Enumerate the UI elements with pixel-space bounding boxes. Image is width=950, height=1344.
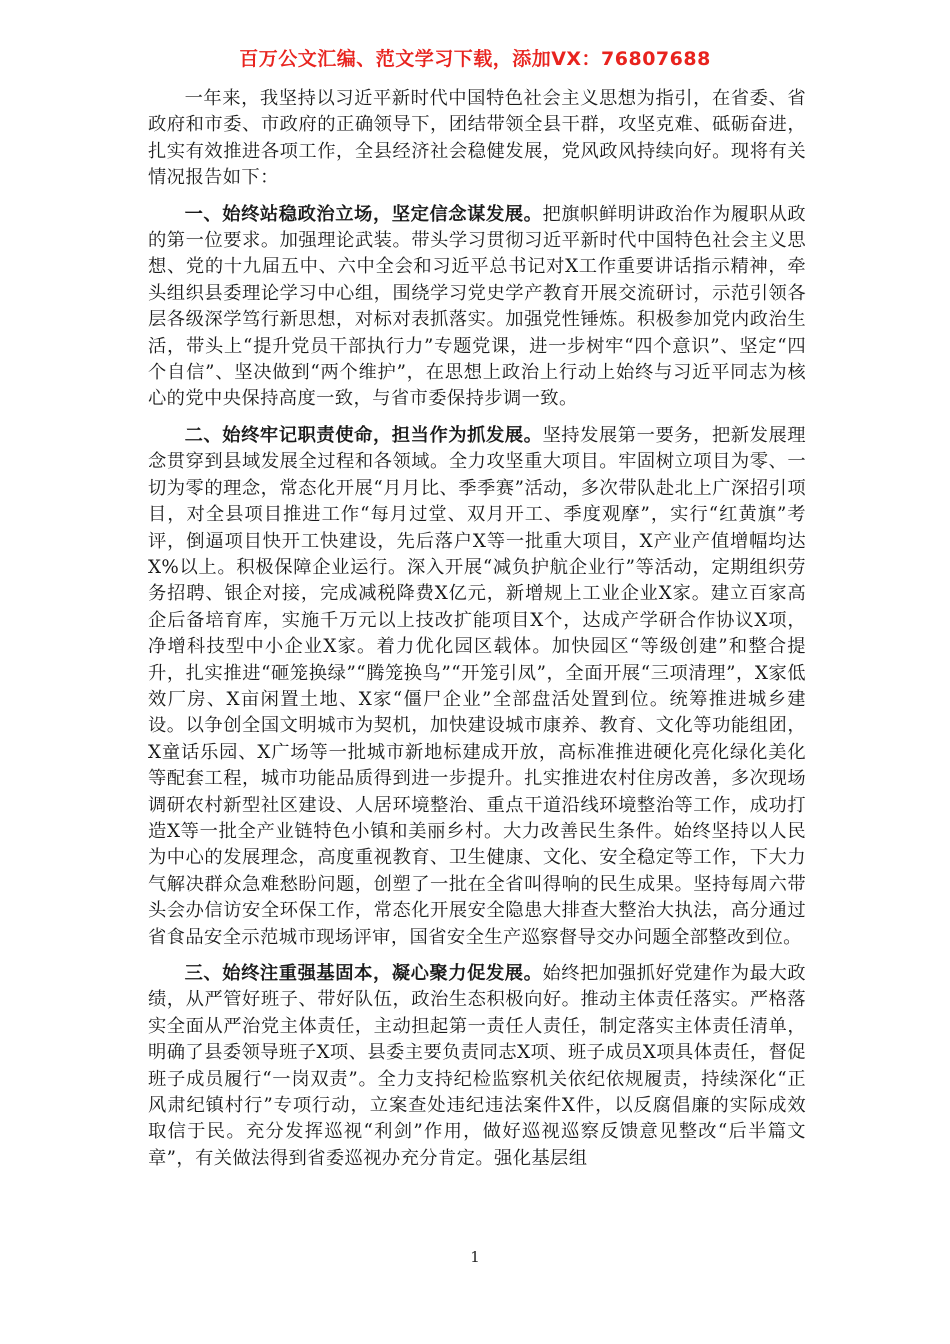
section-3-heading: 三、始终注重强基固本，凝心聚力促发展。	[184, 963, 543, 984]
section-2-paragraph	[148, 423, 806, 951]
section-1-paragraph	[148, 202, 806, 413]
page-number: 1	[470, 1248, 480, 1266]
section-2-heading: 二、始终牢记职责使命，担当作为抓发展。	[184, 424, 543, 446]
paragraph-text: 一年来，我坚持以习近平新时代中国特色社会主义思想为指引，在省委、省政府和市委、市政府的正确领导下，团结带领全县干群，攻坚克难、砥砺奋进，扎实有效推进各项工作，全县经济社会稳健发展，党风政风持续向好。现将有关情况报告如下：	[148, 88, 806, 189]
section-3-paragraph	[148, 961, 806, 1172]
section-2-text: 坚持发展第一要务，把新发展理念贯穿到县域发展全过程和各领域。全力攻坚重大项目。牢固树立项目为零、一切为零的理念，常态化开展“月月比、季季赛”活动，多次带队赴北上广深招引项目，对全县项目推进工作“每月过堂、双月开工、季度观摩”，实行“红黄旗”考评，倒逼项目快开工快建设，先后落户X等一批重大项目，X产业产值增幅均达X%以上。积极保障企业运行。深入开展“减负护航企业行”等活动，定期组织劳务招聘、银企对接，完成减税降费X亿元，新增规上工业企业X家。建立百家高企后备培育库，实施千万元以上技改扩能项目X个，达成产学研合作协议X项，净增科技型中小企业X家。着力优化园区载体。加快园区“等级创建”和整合提升，扎实推进“砸笼换绿”“腾笼换鸟”“开笼引凤”，全面开展“三项清理”，X家低效厂房、X亩闲置土地、X家“僵尸企业”全部盘活处置到位。统筹推进城乡建设。以争创全国文明城市为契机，加快建设城市康养、教育、文化等功能组团，X童话乐园、X广场等一批城市新地标建成开放，高标准推进硬化亮化绿化美化等配套工程，城市功能品质得到进一步提升。扎实推进农村住房改善，多次现场调研农村新型社区建设、人居环境整治、重点干道沿线环境整治等工作，成功打造X等一批全产业链特色小镇和美丽乡村。大力改善民生条件。始终坚持以人民为中心的发展理念，高度重视教育、卫生健康、文化、安全稳定等工作，下大力气解决群众急难愁盼问题，创塑了一批在全省叫得响的民生成果。坚持每周六带头会办信访安全环保工作，常态化开展安全隐患大排查大整治大执法，高分通过省食品安全示范城市现场评审，国省安全生产巡察督导交办问题全部整改到位。	[148, 424, 806, 948]
document-body	[148, 86, 806, 1182]
promo-header: 百万公文汇编、范文学习下载，添加VX：76807688	[239, 48, 711, 70]
section-1-text: 把旗帜鲜明讲政治作为履职从政的第一位要求。加强理论武装。带头学习贯彻习近平新时代中国特色社会主义思想、党的十九届五中、六中全会和习近平总书记对X工作重要讲话指示精神，牵头组织县委理论学习中心组，围绕学习党史学产教育开展交流研讨，示范引领各层各级深学笃行新思想，对标对表抓落实。加强党性锤炼。积极参加党内政治生活，带头上“提升党员干部执行力”专题党课，进一步树牢“四个意识”、坚定“四个自信”、坚决做到“两个维护”，在思想上政治上行动上始终与习近平同志为核心的党中央保持高度一致，与省市委保持步调一致。	[148, 203, 806, 410]
section-3-text: 始终把加强抓好党建作为最大政绩，从严管好班子、带好队伍，政治生态积极向好。推动主体责任落实。严格落实全面从严治党主体责任，主动担起第一责任人责任，制定落实主体责任清单，明确了县委领导班子X项、县委主要负责同志X项、班子成员X项具体责任，督促班子成员履行“一岗双责”。全力支持纪检监察机关依纪依规履责，持续深化“正风肃纪镇村行”专项行动，立案查处违纪违法案件X件，以反腐倡廉的实际成效取信于民。充分发挥巡视“利剑”作用，做好巡视巡察反馈意见整改“后半篇文章”，有关做法得到省委巡视办充分肯定。强化基层组	[148, 963, 806, 1169]
intro-paragraph	[148, 86, 806, 192]
section-1-heading: 一、始终站稳政治立场，坚定信念谋发展。	[184, 203, 543, 225]
